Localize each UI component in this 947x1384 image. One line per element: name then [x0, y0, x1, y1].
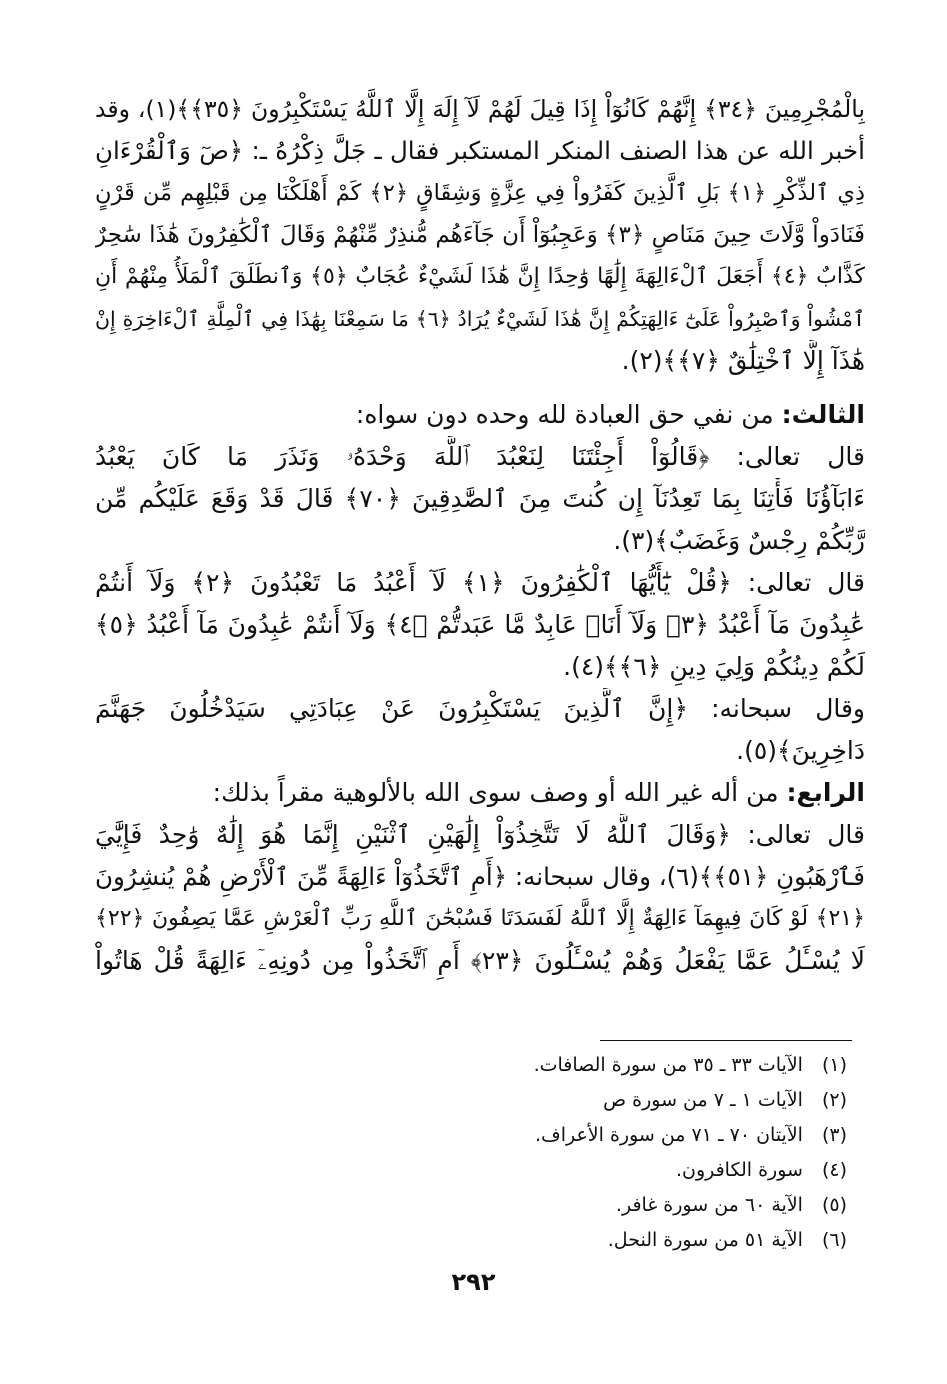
- text-line: رَّبِّكُمْ رِجْسٌ وَغَضَبٌ﴾(٣).: [613, 526, 865, 555]
- footnote-text: الآية ٦٠ من سورة غافر.: [615, 1194, 803, 1216]
- footnote-number: (٥): [821, 1194, 847, 1216]
- footnote-text: الآيات ١ ـ ٧ من سورة ص: [603, 1089, 803, 1111]
- text-line: ﴿٢١﴾ لَوْ كَانَ فِيهِمَآ ءَالِهَةٌ إِلَّا ٱللَّهُ لَفَسَدَتَا فَسُبْحَٰنَ ٱللَّهِ رَبِّ ٱلْعَرْشِ عَمَّا يَصِفُونَ ﴿٢٢﴾: [95, 906, 865, 931]
- footnote-number: (٤): [821, 1159, 847, 1181]
- section-lead: الثالث:: [781, 400, 865, 429]
- footnotes: [247, 1048, 847, 1258]
- page-number: ٢٩٢: [451, 1268, 496, 1296]
- text-line: بِالْمُجْرِمِينَ ﴿٣٤﴾ إِنَّهُمْ كَانُوٓاْ إِذَا قِيلَ لَهُمْ لَآ إِلَهَ إِلَّا ٱللَّهُ يَسْتَكْبِرُونَ ﴿٣٥﴾﴾(١)، وقد: [95, 95, 865, 123]
- text-line: هَٰذَآ إِلَّا ٱخْتِلَٰقٌ ﴿٧﴾﴾(٢).: [621, 346, 865, 375]
- footnote-item: [247, 1118, 847, 1153]
- footnote-divider: [600, 1040, 852, 1041]
- text-line: لَكُمْ دِينُكُمْ وَلِيَ دِينِ ﴿٦﴾﴾(٤).: [563, 652, 865, 681]
- text-line: قال تعالى: ﴿وَقَالَ ٱللَّهُ لَا تَتَّخِذُوٓاْ إِلَٰهَيْنِ ٱثْنَيْنِ إِنَّمَا هُوَ إِلَٰهٌ وَٰحِدٌ فَإِيَّٰيَ: [95, 820, 865, 849]
- text-line: وقال سبحانه: ﴿إِنَّ ٱلَّذِينَ يَسْتَكْبِرُونَ عَنْ عِبَادَتِي سَيَدْخُلُونَ جَهَنَّمَ: [95, 694, 865, 723]
- text-line: فَٱرْهَبُونِ ﴿٥١﴾﴾(٦)، وقال سبحانه: ﴿أَمِ ٱتَّخَذُوٓاْ ءَالِهَةً مِّنَ ٱلْأَرْضِ هُمْ يُنشِرُونَ: [95, 862, 865, 891]
- section-heading-third: [95, 394, 865, 436]
- footnote-item: [247, 1048, 847, 1083]
- text-line: قال تعالى: ﴿قُلْ يَٰٓأَيُّهَا ٱلْكَٰفِرُونَ ﴿١﴾ لَآ أَعْبُدُ مَا تَعْبُدُونَ ﴿٢﴾ وَلَآ أَنتُمْ: [95, 568, 865, 597]
- section-heading-text: من نفي حق العبادة لله وحده دون سواه:: [355, 400, 782, 429]
- text-line: لَا يُسْـَٔلُ عَمَّا يَفْعَلُ وَهُمْ يُسْـَٔلُونَ ﴿٢٣﴾ أَمِ ٱتَّخَذُواْ مِن دُونِهِۦٓ ءَالِهَةً قُلْ هَاتُواْ: [95, 946, 865, 975]
- footnote-number: (٦): [821, 1229, 847, 1251]
- section-lead: الرابع:: [786, 778, 865, 807]
- section-heading-fourth: [95, 772, 865, 814]
- text-line: قال تعالى: ﴿قَالُوٓاْ أَجِئْتَنَا لِنَعْبُدَ ٱللَّهَ وَحْدَهُۥ وَنَذَرَ مَا كَانَ يَعْبُدُ: [95, 442, 865, 471]
- text-line: أخبر الله عن هذا الصنف المنكر المستكبر فقال ـ جَلَّ ذِكْرُهُ ـ: ﴿صٓ وَٱلْقُرْءَانِ: [95, 136, 865, 165]
- text-line: دَاخِرِينَ﴾(٥).: [736, 736, 865, 765]
- text-line: ذِي ٱلذِّكْرِ ﴿١﴾ بَلِ ٱلَّذِينَ كَفَرُواْ فِي عِزَّةٍ وَشِقَاقٍ ﴿٢﴾ كَمْ أَهْلَكْنَا مِن قَبْلِهِم مِّن قَرْنٍ: [95, 180, 865, 206]
- footnote-item: [247, 1153, 847, 1188]
- footnote-item: [247, 1083, 847, 1118]
- page-body: [95, 88, 865, 982]
- text-line: فَنَادَواْ وَّلَاتَ حِينَ مَنَاصٍ ﴿٣﴾ وَعَجِبُوٓاْ أَن جَآءَهُم مُّنذِرٌ مِّنْهُمْ وَقَالَ ٱلْكَٰفِرُونَ هَٰذَا سَٰحِرٌ: [95, 222, 865, 248]
- footnote-text: الآية ٥١ من سورة النحل.: [607, 1229, 803, 1251]
- paragraph-gap: [95, 382, 865, 394]
- footnote-item: [247, 1188, 847, 1223]
- text-line: ٱمْشُواْ وَٱصْبِرُواْ عَلَىٰٓ ءَالِهَتِكُمْ إِنَّ هَٰذَا لَشَيْءٌ يُرَادُ ﴿٦﴾ مَا سَمِعْنَا بِهَٰذَا فِي ٱلْمِلَّةِ ٱلْءَاخِرَةِ إِنْ: [95, 307, 865, 331]
- footnote-text: الآيات ٣٣ ـ ٣٥ من سورة الصافات.: [533, 1054, 803, 1076]
- footnote-number: (١): [821, 1054, 847, 1076]
- footnote-item: [247, 1223, 847, 1258]
- footnote-text: الآيتان ٧٠ ـ ٧١ من سورة الأعراف.: [534, 1124, 803, 1146]
- footnote-number: (٢): [821, 1089, 847, 1111]
- text-line: كَذَّابٌ ﴿٤﴾ أَجَعَلَ ٱلْءَالِهَةَ إِلَٰهًا وَٰحِدًا إِنَّ هَٰذَا لَشَيْءٌ عُجَابٌ ﴿٥﴾ وَٱنطَلَقَ ٱلْمَلَأُ مِنْهُمْ أَنِ: [95, 264, 865, 289]
- text-line: عَٰبِدُونَ مَآ أَعْبُدُ ﴿٣﴾ وَلَآ أَنَا۠ عَابِدٌ مَّا عَبَدتُّمْ ﴿٤﴾ وَلَآ أَنتُمْ عَٰبِدُونَ مَآ أَعْبُدُ ﴿٥﴾: [95, 610, 865, 639]
- footnote-text: سورة الكافرون.: [675, 1159, 803, 1181]
- text-line: ءَابَآؤُنَا فَأْتِنَا بِمَا تَعِدُنَآ إِن كُنتَ مِنَ ٱلصَّٰدِقِينَ ﴿٧٠﴾ قَالَ قَدْ وَقَعَ عَلَيْكُم مِّن: [95, 484, 865, 513]
- footnote-number: (٣): [821, 1124, 847, 1146]
- section-heading-text: من أله غير الله أو وصف سوى الله بالألوهية مقراً بذلك:: [212, 778, 787, 807]
